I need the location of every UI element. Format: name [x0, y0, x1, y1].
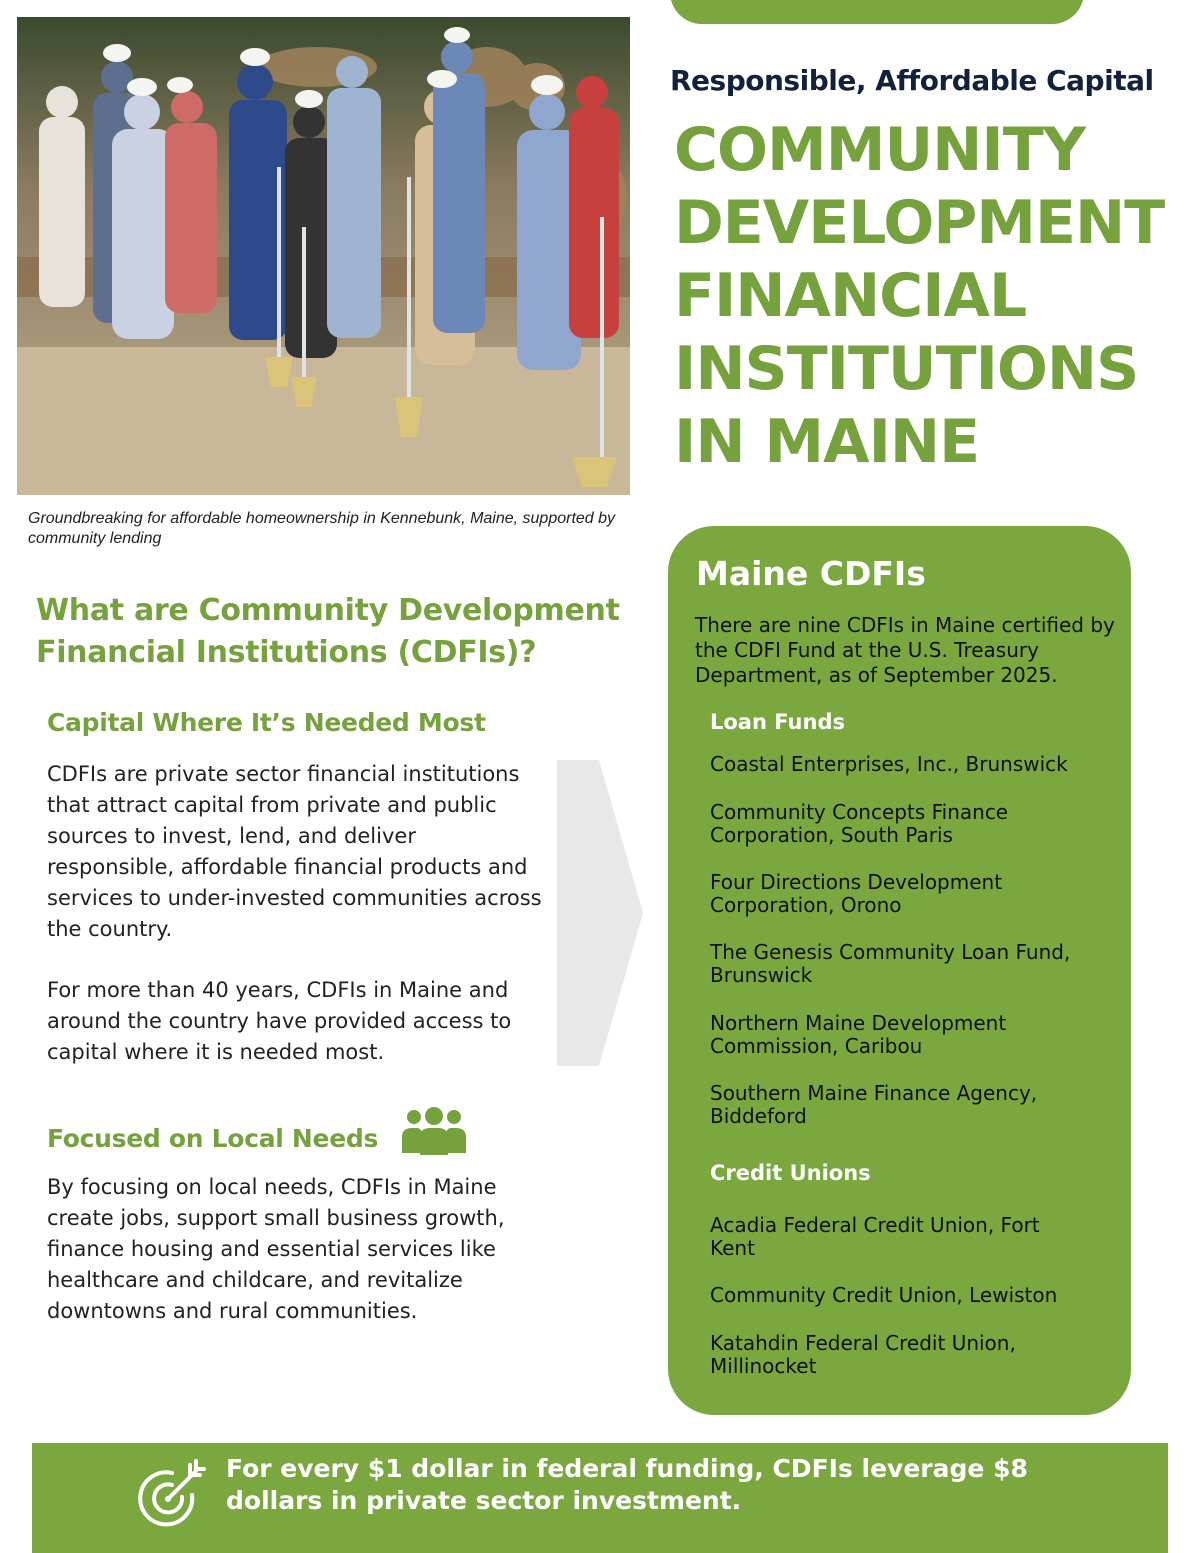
- loan-fund-item: Four Directions Development Corporation, Orono: [710, 870, 1003, 917]
- title-line: DEVELOPMENT: [674, 188, 1165, 258]
- photo-caption: Groundbreaking for affordable homeownership in Kennebunk, Maine, supported by community lending: [28, 510, 616, 547]
- loan-fund-item: Coastal Enterprises, Inc., Brunswick: [710, 752, 1068, 776]
- credit-union-item: Katahdin Federal Credit Union, Millinocket: [710, 1331, 1016, 1378]
- title-line: FINANCIAL: [674, 261, 1027, 331]
- credit-union-item: Community Credit Union, Lewiston: [710, 1283, 1058, 1307]
- chevron-arrow-icon: [557, 760, 643, 1066]
- loan-fund-item: Community Concepts Finance Corporation, South Paris: [710, 800, 1009, 847]
- people-group-icon: [400, 1107, 468, 1157]
- leverage-banner: [32, 1443, 1168, 1553]
- target-icon: [130, 1455, 212, 1537]
- title-line: INSTITUTIONS: [674, 334, 1139, 404]
- local-needs-paragraph: By focusing on local needs, CDFIs in Maine create jobs, support small business growth, finance housing and essential services like healthcare and childcare, and revitalize downtowns and rural communities.: [47, 1175, 505, 1323]
- loan-fund-item: The Genesis Community Loan Fund, Brunswick: [710, 940, 1071, 987]
- title-line: IN MAINE: [674, 407, 980, 477]
- local-needs-heading: Focused on Local Needs: [47, 1124, 379, 1153]
- credit-unions-heading: Credit Unions: [710, 1161, 871, 1185]
- main-title: [674, 114, 1194, 479]
- groundbreaking-photo: [17, 17, 630, 495]
- top-decorative-pill: [670, 0, 1084, 24]
- capital-paragraph-2: For more than 40 years, CDFIs in Maine and around the country have provided access to capital where it is needed most.: [47, 978, 512, 1064]
- loan-fund-item: Northern Maine Development Commission, Caribou: [710, 1011, 1007, 1058]
- capital-paragraph-1: CDFIs are private sector financial institutions that attract capital from private and public sources to invest, lend, and deliver responsible, affordable financial products and services to under-invested communities across the country.: [47, 762, 542, 941]
- credit-union-item: Acadia Federal Credit Union, Fort Kent: [710, 1213, 1040, 1260]
- loan-fund-item: Southern Maine Finance Agency, Biddeford: [710, 1081, 1038, 1128]
- leverage-statement: For every $1 dollar in federal funding, CDFIs leverage $8 dollars in private sector investment.: [226, 1454, 1028, 1515]
- panel-title: Maine CDFIs: [696, 554, 926, 593]
- title-line: COMMUNITY: [674, 115, 1086, 185]
- maine-cdfis-panel: [668, 526, 1131, 1415]
- what-are-cdfis-heading: What are Community Development Financial Institutions (CDFIs)?: [36, 593, 620, 670]
- loan-funds-heading: Loan Funds: [710, 710, 845, 734]
- panel-intro: There are nine CDFIs in Maine certified by the CDFI Fund at the U.S. Treasury Department, as of September 2025.: [695, 613, 1115, 687]
- tagline: Responsible, Affordable Capital: [670, 64, 1154, 97]
- capital-heading: Capital Where It’s Needed Most: [47, 708, 486, 737]
